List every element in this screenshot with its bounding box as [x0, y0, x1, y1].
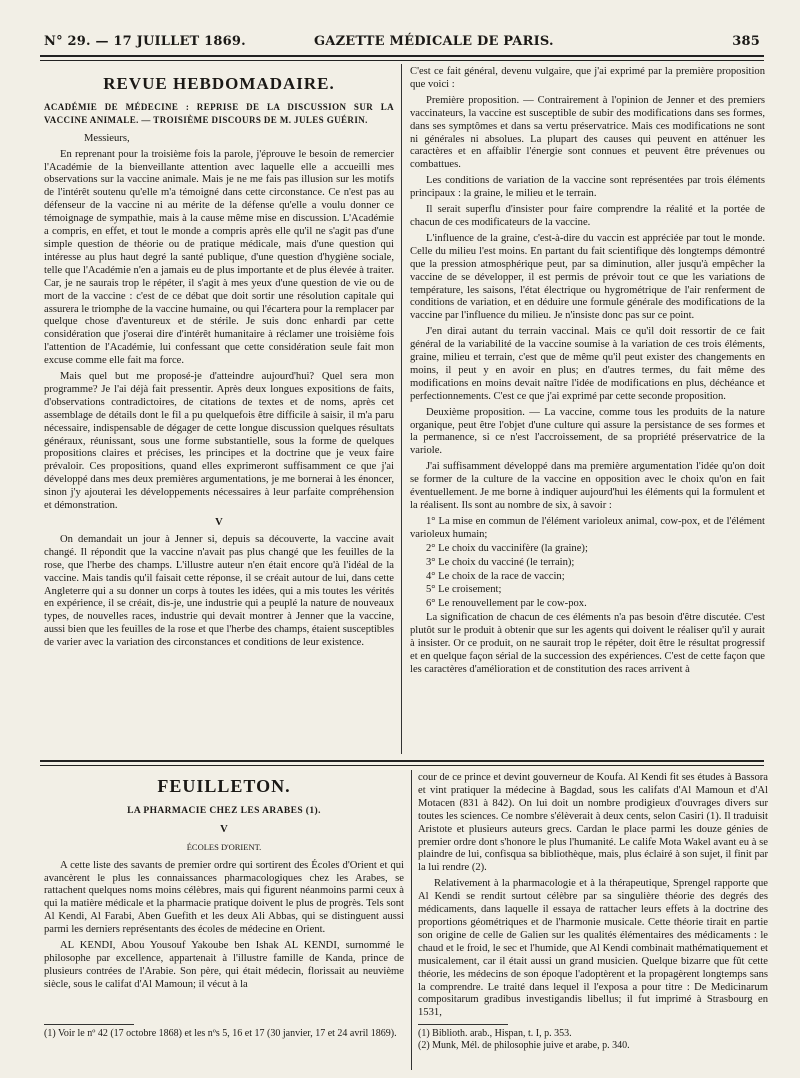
footnote: (1) Biblioth. arab., Hispan, t. I, p. 353. [418, 1028, 572, 1039]
issue-date: N° 29. — 17 JUILLET 1869. [44, 34, 246, 49]
paragraph: Relativement à la pharmacologie et à la thérapeutique, Sprengel rapporte que Al Kendi se rendit surtout célèbre par sa singulière théorie des degrés des médicaments, dans laquelle il essaya de rattacher leurs effets à la doctrine des proportions géométriques et de l'harmonie musicale. Cette théorie tirait en partie son origine de celle de Galien sur les qualités élémentaires des médicaments : le chaud et le froid, le sec et l'humide, que Al Kendi combinait mathématiquement et musicalement, car il était aussi un grand musicien. Quelque bizarre que fût cette théorie, les médecins de son époque l'adoptèrent et la propagèrent longtemps sans la comprendre. Le traité dans lequel il l'exposa a pour titre : De Medicinarum compositarum gradibus investigandis libellus; il fut imprimé à Strasbourg en 1531, [418, 878, 768, 1018]
list-item: 5° Le croisement; [426, 584, 502, 596]
paragraph: L'influence de la graine, c'est-à-dire du vaccin est appréciée par tout le monde. Celle du milieu l'est moins. En partant du fait scientifique dès longtemps démontré que la pression atmosphérique peut, par sa diminution, aller jusqu'à empêcher la vaccine de se développer, il est permis de prévoir tout ce que les variations de température, les saisons, l'état électrique ou hygrométrique de l'air renferment de conditions de variation, et en déduire une formule générale des modifications de la vaccine par l'influence du milieu. Je n'insiste donc pas sur ce point. [410, 232, 765, 322]
paragraph: Les conditions de variation de la vaccine sont représentées par trois éléments principaux : la graine, le milieu et le terrain. [410, 175, 765, 200]
list-item: 6° Le renouvellement par le cow-pox. [426, 598, 587, 610]
section-numeral: V [215, 517, 223, 528]
journal-title: GAZETTE MÉDICALE DE PARIS. [314, 34, 554, 49]
paragraph: La signification de chacun de ces éléments n'a pas besoin d'être discutée. C'est plutôt sur le produit à obtenir que sur les agents qui doivent le réaliser qu'il y aurait à insister. Or ce produit, on ne saurait trop le répéter, doit être le résultat progressif et en quelque façon sérial de la succession des expériences. C'est de cette façon que les caractères d'amélioration et de constitution des races arrivent à [410, 612, 765, 675]
footnote: (2) Munk, Mél. de philosophie juive et arabe, p. 340. [418, 1040, 630, 1051]
feuilleton-subtitle: LA PHARMACIE CHEZ LES ARABES (1). [127, 805, 321, 816]
paragraph: C'est ce fait général, devenu vulgaire, que j'ai exprimé par la première proposition que voici : [410, 66, 765, 90]
list-item: 2° Le choix du vaccinifère (la graine); [426, 542, 588, 554]
section-numeral: V [220, 823, 228, 835]
footnote-rule [418, 1024, 508, 1025]
page-number: 385 [732, 34, 760, 49]
feuilleton-column-right [418, 772, 768, 1018]
column-divider [401, 64, 402, 754]
revue-title: REVUE HEBDOMADAIRE. [103, 74, 335, 93]
paragraph: Il serait superflu d'insister pour faire comprendre la réalité et la portée de chacun de ces modificateurs de la vaccine. [410, 204, 765, 228]
list-item: 1° La mise en commun de l'élément varioleux animal, cow-pox, et de l'élément varioleux humain; [410, 515, 765, 540]
section-heading: ÉCOLES D'ORIENT. [186, 841, 262, 852]
feuilleton-rule [40, 760, 764, 762]
paragraph: On demandait un jour à Jenner si, depuis sa découverte, la vaccine avait changé. Il répondit que la vaccine n'avait pas plus changé que les feuilles de la rose, que l'herbe des champs. L'illustre auteur n'en était encore qu'à l'idéal de la vaccine. Mais tandis qu'il faisait cette réponse, il se créait autour de lui, dans cette Angleterre qui a su donner un corps à toutes les idées, qui a mis toutes les vérités en expérience, il se créait, dis-je, une industrie qui a peuplé la nature de nouveaux types, de nouvelles races, industrie qui devait montrer à Jenner que la vaccine, aussi bien que les feuilles de la rose et que l'herbe des champs, étaient susceptibles de varier avec la variation des circonstances et conditions de leur existence. [44, 533, 394, 649]
revue-column-right [410, 66, 765, 756]
paragraph: AL KENDI, Abou Yousouf Yakoube ben Ishak AL KENDI, surnommé le philosophe par excellence, appartenait à l'illustre famille de Kanda, prince de plusieurs contrées de l'Arabie. Son père, qui était médecin, florissait au neuvième siècle, sous le califat d'Al Mamoun; il vécut à la [44, 940, 404, 990]
column-divider [411, 770, 412, 1070]
running-header [44, 34, 760, 52]
salutation: Messieurs, [84, 132, 130, 144]
first-proposition: Première proposition. — Contrairement à l'opinion de Jenner et des premiers vaccinateurs, la vaccine est susceptible de subir des modifications dans ses formes, dans ses symptômes et dans sa vertu préservatrice. Mais ces modifications ne sont ni générales ni absolues. La plupart des causes qui peuvent en atténuer les caractères et en affaiblir l'énergie sont connues et peuvent être prévenues ou combattues. [410, 94, 765, 171]
feuilleton-column-left [44, 772, 404, 1018]
footnote-rule [44, 1024, 134, 1025]
paragraph: cour de ce prince et devint gouverneur de Koufa. Al Kendi fit ses études à Bassora et vint pratiquer la médecine à Bagdad, sous les califats d'Al Mamoun et d'Al Motacen (831 à 842). On lui doit un nombre prodigieux d'ouvrages divers sur toutes les sciences. Ce nombre s'élèverait à deux cents, selon Casiri (1). Il traduisit Aristote et plusieurs auteurs grecs. Cardan le place parmi les douze génies de premier ordre dont s'honore le plus l'humanité. Le calife Mota Wakel avant eu à se plaindre de lui, confisqua sa bibliothèque, mais, plus éclairé à son sujet, il finit par la lui rendre (2). [418, 772, 768, 874]
footnote: (1) Voir le nº 42 (17 octobre 1868) et les nºs 5, 16 et 17 (30 janvier, 17 et 24 avril 1869). [44, 1028, 397, 1039]
feuilleton-title: FEUILLETON. [157, 776, 291, 796]
header-rule-thin [40, 60, 764, 61]
paragraph: J'ai suffisamment développé dans ma première argumentation l'idée qu'on doit se former de la culture de la vaccine en opposition avec le choix qu'on en fait éventuellement. Je me borne à indiquer aujourd'hui les éléments qui la formulent et la réalisent. Ils sont au nombre de six, à savoir : [410, 461, 765, 511]
revue-subtitle: ACADÉMIE DE MÉDECINE : REPRISE DE LA DISCUSSION SUR LA VACCINE ANIMALE. — TROISIÈME DISCOURS DE M. JULES GUÉRIN. [44, 101, 394, 125]
list-item: 3° Le choix du vacciné (le terrain); [426, 556, 575, 568]
second-proposition: Deuxième proposition. — La vaccine, comme tous les produits de la nature organique, peut être l'objet d'une culture qui assure la persistance de ses formes et la permanence, si ce n'est l'accroissement, de sa propriété préservatrice de la variole. [410, 406, 765, 457]
paragraph: Mais quel but me proposé-je d'atteindre aujourd'hui? Quel sera mon programme? Je l'ai déjà fait pressentir. Après deux longues expositions de faits, d'observations contradictoires, de citations de textes et de noms, après cet assemblage de détails dont le fil a pu quelquefois être difficile à saisir, il m'a paru nécessaire, indispensable de dégager de cette longue discussion quelques résultats généraux, réunissant, sous une forme substantielle, sous la forme de quelques propositions claires et précises, les principes et la doctrine que je veux faire prévaloir. Ces propositions, quand elles exprimeront suffisamment ce que j'ai développé dans mes deux premières argumentations, je me bornerai à les énoncer, sinon j'y ajouterai les développements nécessaires à leur parfaite compréhension et démonstration. [44, 371, 394, 512]
feuilleton-rule-thin [40, 765, 764, 766]
list-item: 4° Le choix de la race de vaccin; [426, 570, 565, 582]
paragraph: J'en dirai autant du terrain vaccinal. Mais ce qu'il doit ressortir de ce fait général de la variabilité de la vaccine soumise à la variation de ces trois éléments, graine, milieu et terrain, c'est que de même qu'il peut exister des changements en moins, il peut y en avoir en plus; en d'autres termes, du fait même des modifications en moins devait naître l'idée de modifications en plus, déchéance et perfectionnements. C'est ce que j'ai exprimé par cette seconde proposition. [410, 326, 765, 402]
footnotes-right [418, 1028, 768, 1052]
revue-column-left [44, 66, 394, 756]
paragraph: A cette liste des savants de premier ordre qui sortirent des Écoles d'Orient et qui avancèrent le plus les connaissances pharmacologiques chez les Arabes, se rattachent quelques noms moins célèbres, mais qui figurent néanmoins parmi ceux à qui la matière médicale et la pharmacie pratique doivent le plus de progrès. Tels sont Al Kendi, Al Farabi, Aben Guefith et les deux Ali Abbas, qui se distinguent aussi parmi les derniers représentants des écoles de médecine en Orient. [44, 859, 404, 936]
header-rule [40, 55, 764, 57]
paragraph: En reprenant pour la troisième fois la parole, j'éprouve le besoin de remercier l'Académie de la bienveillante attention avec laquelle elle a accueilli mes observations sur la vaccine animale. Mais je ne me fais pas illusion sur les motifs de l'intérêt soutenu qu'elle m'a témoigné dans cette circonstance. Ce n'est pas au défenseur de la vaccine ni au mérite de la défense qu'elle a voulu donner ce témoignage de sympathie, mais à la cause même mise en discussion. L'Académie a compris, en effet, et tout le monde a compris après elle qu'il ne s'agit pas d'une simple question de théorie ou de pratique médicale, mais d'une question qui intéresse au plus haut degré la santé publique, d'une question d'hygiène sociale, telle que l'Académie n'en a jamais eu de plus importante et de plus élevée à traiter. Car, je ne saurais trop le répéter, il s'agit à mes yeux d'une question de vie ou de mort de la vaccine : c'est de ce débat que doit sortir une résolution capitale qui assurera le triomphe de la vaccine humaine, ou qui l'écartera pour la remplacer par quelque chose d'aventureux et de stérile. Je suis donc enhardi par cette considération que j'oserai dire d'intérêt humanitaire à réclamer une troisième fois l'attention de l'Académie, lui confessant que cette considération seule fait mon excuse comme elle fait ma force. [44, 148, 394, 367]
